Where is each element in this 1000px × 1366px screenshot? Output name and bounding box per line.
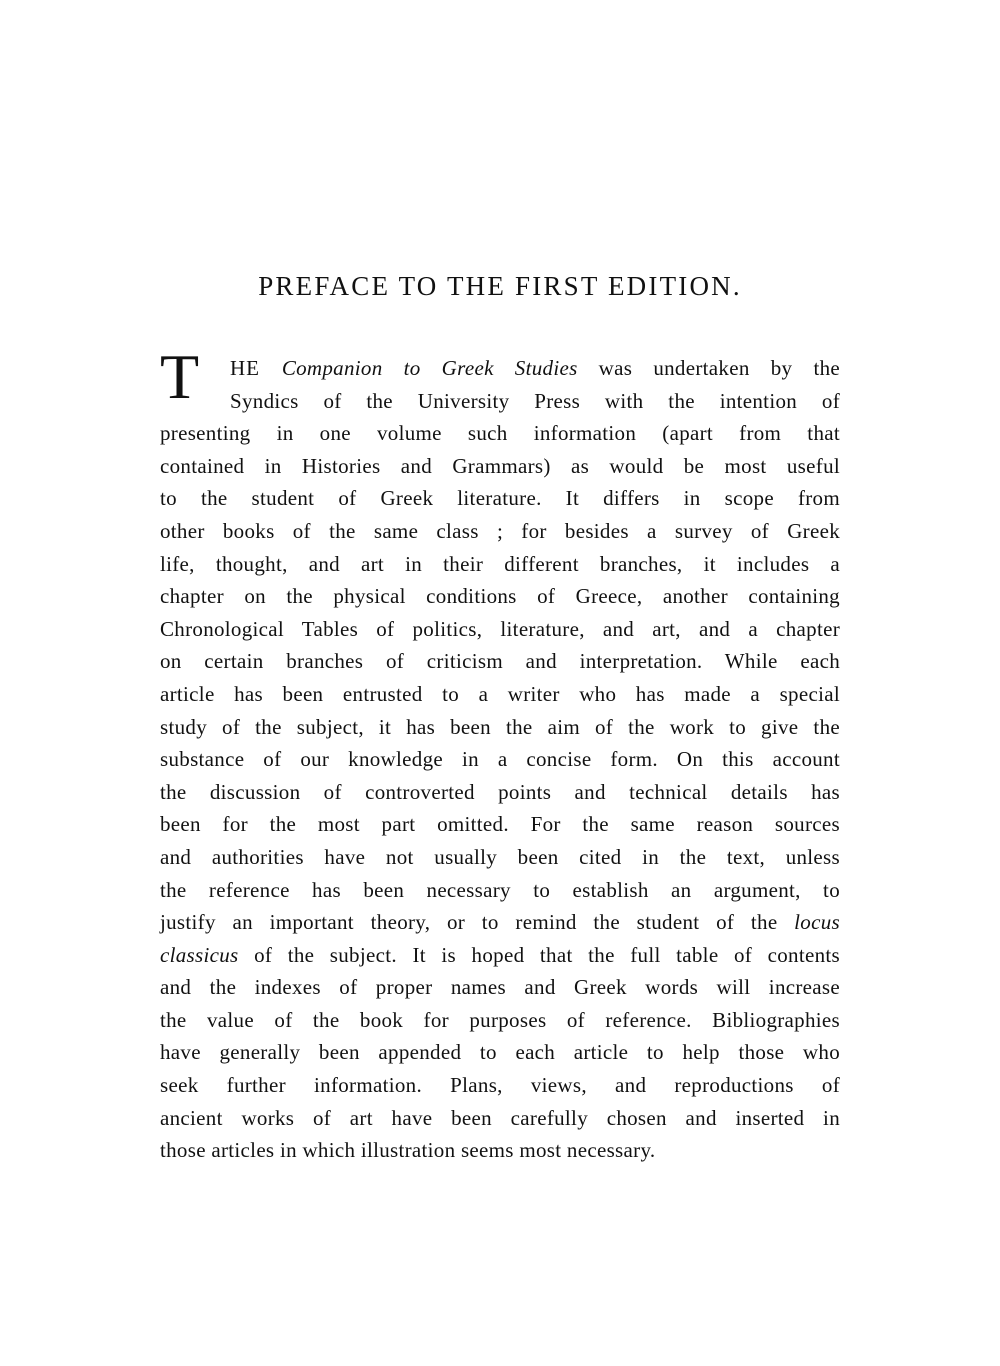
paragraph-line <box>160 939 840 972</box>
paragraph-line <box>160 1036 840 1069</box>
line-text: the value of the book for purposes of reference. Bibliographies <box>160 1007 840 1032</box>
line-text: those articles in which illustration seems most necessary. <box>160 1138 656 1163</box>
paragraph-line <box>160 548 840 581</box>
line-text: contained in Histories and Grammars) as would be most useful <box>160 453 840 478</box>
paragraph-line <box>160 841 840 874</box>
line-text: on certain branches of criticism and interpretation. While each <box>160 649 840 674</box>
paragraph-line <box>160 645 840 678</box>
italic-title-text: classicus <box>160 942 239 967</box>
paragraph-line <box>160 1004 840 1037</box>
paragraph-line <box>160 1102 840 1135</box>
line-text: substance of our knowledge in a concise form. On this account <box>160 747 840 772</box>
paragraph-line <box>160 515 840 548</box>
line-text: article has been entrusted to a writer who has made a special <box>160 681 840 706</box>
paragraph-line <box>160 482 840 515</box>
paragraph-line <box>160 385 840 418</box>
line-text: life, thought, and art in their different branches, it includes a <box>160 551 840 576</box>
paragraph-line <box>160 417 840 450</box>
paragraph-line <box>160 743 840 776</box>
paragraph-line <box>160 450 840 483</box>
paragraph-line <box>160 971 840 1004</box>
paragraph-line <box>160 352 840 385</box>
line-text: the discussion of controverted points and technical details has <box>160 779 840 804</box>
paragraph-line <box>160 678 840 711</box>
italic-title-text: locus <box>794 910 840 935</box>
paragraph-line <box>160 874 840 907</box>
line-text: of the subject. It is hoped that the full table of contents <box>238 942 840 967</box>
opening-word-text: HE <box>230 356 282 380</box>
line-text: justify an important theory, or to remind the student of the <box>160 910 795 935</box>
line-text: Chronological Tables of politics, literature, and art, and a chapter <box>160 616 840 641</box>
preface-paragraph <box>160 352 840 1167</box>
line-text: Syndics of the University Press with the intention of <box>230 388 840 413</box>
paragraph-line <box>160 1069 840 1102</box>
page-title: PREFACE TO THE FIRST EDITION. <box>258 271 742 301</box>
line-text: was undertaken by the <box>577 356 840 380</box>
line-text: and authorities have not usually been cited in the text, unless <box>160 844 840 869</box>
line-text: study of the subject, it has been the aim of the work to give the <box>160 714 840 739</box>
paragraph-line <box>160 776 840 809</box>
line-text: the reference has been necessary to establish an argument, to <box>160 877 840 902</box>
line-text: and the indexes of proper names and Greek words will increase <box>160 975 840 1000</box>
line-text: other books of the same class ; for besides a survey of Greek <box>160 518 840 543</box>
paragraph-line <box>160 711 840 744</box>
line-text: seek further information. Plans, views, and reproductions of <box>160 1073 840 1098</box>
paragraph-line <box>160 1134 840 1167</box>
paragraph-line <box>160 906 840 939</box>
line-text: ancient works of art have been carefully chosen and inserted in <box>160 1105 840 1130</box>
italic-title-text: Companion to Greek Studies <box>281 356 578 380</box>
paragraph-line <box>160 808 840 841</box>
line-text: chapter on the physical conditions of Greece, another containing <box>160 584 840 609</box>
paragraph-line <box>160 613 840 646</box>
line-text: have generally been appended to each article to help those who <box>160 1040 840 1065</box>
paragraph-line <box>160 580 840 613</box>
line-text: to the student of Greek literature. It differs in scope from <box>160 486 840 511</box>
line-text: been for the most part omitted. For the same reason sources <box>160 812 840 837</box>
line-text: presenting in one volume such information (apart from that <box>160 421 840 446</box>
drop-cap-letter: T <box>160 341 200 412</box>
